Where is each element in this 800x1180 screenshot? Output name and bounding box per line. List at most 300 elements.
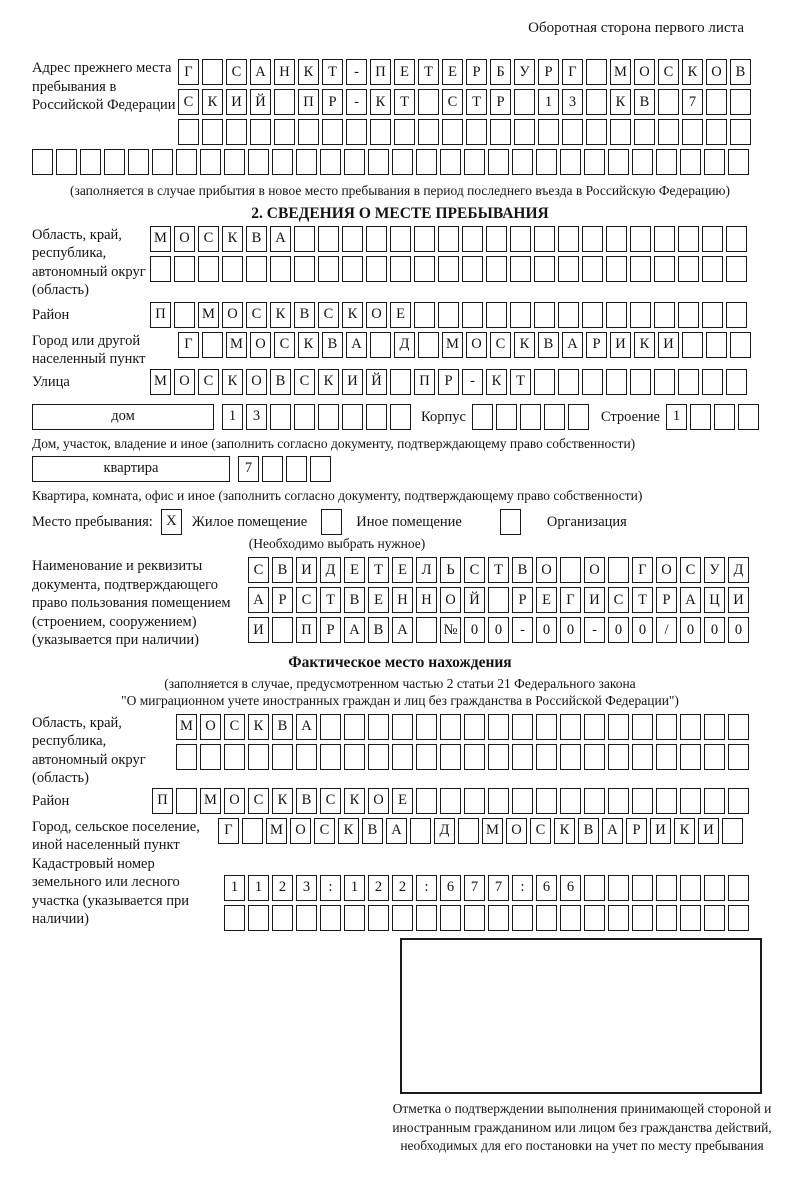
char-cell[interactable]: П xyxy=(370,59,391,85)
char-cell[interactable]: К xyxy=(370,89,391,115)
char-cell[interactable]: 0 xyxy=(488,617,509,643)
char-cell[interactable] xyxy=(558,302,579,328)
char-cell[interactable]: М xyxy=(176,714,197,740)
char-cell[interactable] xyxy=(730,332,751,358)
char-cell[interactable] xyxy=(414,226,435,252)
char-cell[interactable] xyxy=(568,404,589,430)
char-cell[interactable]: С xyxy=(198,369,219,395)
char-cell[interactable]: И xyxy=(650,818,671,844)
char-cell[interactable]: О xyxy=(706,59,727,85)
char-cell[interactable]: К xyxy=(318,369,339,395)
char-cell[interactable] xyxy=(344,905,365,931)
char-cell[interactable] xyxy=(462,226,483,252)
char-cell[interactable]: О xyxy=(366,302,387,328)
char-cell[interactable] xyxy=(726,302,747,328)
char-cell[interactable] xyxy=(440,905,461,931)
char-cell[interactable] xyxy=(128,149,149,175)
char-cell[interactable] xyxy=(728,744,749,770)
char-cell[interactable]: О xyxy=(222,302,243,328)
char-cell[interactable]: Т xyxy=(368,557,389,583)
char-cell[interactable]: О xyxy=(200,714,221,740)
char-cell[interactable] xyxy=(464,714,485,740)
char-cell[interactable] xyxy=(104,149,125,175)
char-cell[interactable] xyxy=(714,404,735,430)
char-cell[interactable] xyxy=(632,744,653,770)
char-cell[interactable] xyxy=(56,149,77,175)
char-cell[interactable]: И xyxy=(296,557,317,583)
char-cell[interactable] xyxy=(414,256,435,282)
char-cell[interactable]: К xyxy=(222,226,243,252)
char-cell[interactable] xyxy=(728,788,749,814)
char-cell[interactable]: В xyxy=(730,59,751,85)
char-cell[interactable]: 1 xyxy=(222,404,243,430)
char-cell[interactable] xyxy=(272,617,293,643)
char-cell[interactable] xyxy=(440,714,461,740)
char-cell[interactable]: Г xyxy=(632,557,653,583)
char-cell[interactable] xyxy=(584,149,605,175)
char-cell[interactable]: С xyxy=(530,818,551,844)
char-cell[interactable] xyxy=(176,788,197,814)
char-cell[interactable] xyxy=(392,714,413,740)
char-cell[interactable]: С xyxy=(442,89,463,115)
char-cell[interactable]: М xyxy=(226,332,247,358)
char-cell[interactable] xyxy=(582,369,603,395)
char-cell[interactable]: - xyxy=(584,617,605,643)
char-cell[interactable]: 2 xyxy=(368,875,389,901)
char-cell[interactable]: А xyxy=(602,818,623,844)
char-cell[interactable]: П xyxy=(298,89,319,115)
char-cell[interactable]: И xyxy=(584,587,605,613)
char-cell[interactable] xyxy=(490,119,511,145)
char-cell[interactable] xyxy=(242,818,263,844)
char-cell[interactable] xyxy=(608,714,629,740)
char-cell[interactable] xyxy=(344,149,365,175)
char-cell[interactable] xyxy=(726,256,747,282)
char-cell[interactable]: 7 xyxy=(488,875,509,901)
char-cell[interactable]: М xyxy=(610,59,631,85)
char-cell[interactable]: А xyxy=(248,587,269,613)
char-cell[interactable] xyxy=(370,332,391,358)
char-cell[interactable] xyxy=(438,256,459,282)
char-cell[interactable]: Й xyxy=(250,89,271,115)
char-cell[interactable]: В xyxy=(246,226,267,252)
char-cell[interactable]: С xyxy=(274,332,295,358)
char-cell[interactable] xyxy=(416,714,437,740)
char-cell[interactable] xyxy=(704,149,725,175)
char-cell[interactable]: П xyxy=(296,617,317,643)
char-cell[interactable] xyxy=(702,256,723,282)
char-cell[interactable] xyxy=(416,905,437,931)
char-cell[interactable]: 0 xyxy=(680,617,701,643)
char-cell[interactable]: 7 xyxy=(238,456,259,482)
char-cell[interactable] xyxy=(608,875,629,901)
char-cell[interactable] xyxy=(630,302,651,328)
char-cell[interactable] xyxy=(200,149,221,175)
char-cell[interactable] xyxy=(560,744,581,770)
char-cell[interactable]: К xyxy=(634,332,655,358)
char-cell[interactable]: 7 xyxy=(464,875,485,901)
char-cell[interactable] xyxy=(488,905,509,931)
char-cell[interactable]: Р xyxy=(490,89,511,115)
char-cell[interactable]: В xyxy=(344,587,365,613)
char-cell[interactable]: И xyxy=(728,587,749,613)
char-cell[interactable] xyxy=(536,149,557,175)
char-cell[interactable]: О xyxy=(368,788,389,814)
char-cell[interactable]: Д xyxy=(434,818,455,844)
char-cell[interactable]: К xyxy=(344,788,365,814)
char-cell[interactable] xyxy=(656,149,677,175)
char-cell[interactable] xyxy=(726,369,747,395)
checkbox-inoe[interactable] xyxy=(321,509,342,535)
char-cell[interactable] xyxy=(728,714,749,740)
char-cell[interactable] xyxy=(270,256,291,282)
char-cell[interactable] xyxy=(178,119,199,145)
char-cell[interactable]: Р xyxy=(626,818,647,844)
char-cell[interactable] xyxy=(272,744,293,770)
char-cell[interactable]: 3 xyxy=(296,875,317,901)
char-cell[interactable]: С xyxy=(318,302,339,328)
char-cell[interactable]: Т xyxy=(466,89,487,115)
char-cell[interactable] xyxy=(702,302,723,328)
char-cell[interactable] xyxy=(458,818,479,844)
char-cell[interactable] xyxy=(272,905,293,931)
char-cell[interactable]: К xyxy=(270,302,291,328)
char-cell[interactable] xyxy=(632,788,653,814)
char-cell[interactable] xyxy=(286,456,307,482)
char-cell[interactable] xyxy=(416,617,437,643)
char-cell[interactable]: Г xyxy=(218,818,239,844)
char-cell[interactable]: Р xyxy=(272,587,293,613)
char-cell[interactable] xyxy=(320,905,341,931)
char-cell[interactable] xyxy=(536,744,557,770)
char-cell[interactable] xyxy=(606,302,627,328)
char-cell[interactable]: 0 xyxy=(536,617,557,643)
char-cell[interactable]: А xyxy=(562,332,583,358)
char-cell[interactable] xyxy=(680,875,701,901)
char-cell[interactable] xyxy=(366,226,387,252)
char-cell[interactable]: 2 xyxy=(272,875,293,901)
char-cell[interactable] xyxy=(534,369,555,395)
char-cell[interactable] xyxy=(562,119,583,145)
char-cell[interactable]: О xyxy=(224,788,245,814)
char-cell[interactable] xyxy=(678,369,699,395)
char-cell[interactable]: С xyxy=(464,557,485,583)
char-cell[interactable] xyxy=(560,905,581,931)
char-cell[interactable] xyxy=(702,369,723,395)
char-cell[interactable] xyxy=(390,226,411,252)
char-cell[interactable]: К xyxy=(222,369,243,395)
char-cell[interactable] xyxy=(558,369,579,395)
char-cell[interactable] xyxy=(702,226,723,252)
char-cell[interactable]: И xyxy=(698,818,719,844)
char-cell[interactable]: Е xyxy=(536,587,557,613)
char-cell[interactable]: О xyxy=(656,557,677,583)
char-cell[interactable]: Д xyxy=(394,332,415,358)
char-cell[interactable] xyxy=(728,149,749,175)
char-cell[interactable]: 6 xyxy=(536,875,557,901)
char-cell[interactable]: К xyxy=(682,59,703,85)
char-cell[interactable]: Д xyxy=(320,557,341,583)
char-cell[interactable]: 0 xyxy=(464,617,485,643)
char-cell[interactable] xyxy=(656,788,677,814)
char-cell[interactable] xyxy=(514,89,535,115)
char-cell[interactable]: А xyxy=(346,332,367,358)
char-cell[interactable] xyxy=(584,788,605,814)
char-cell[interactable] xyxy=(630,369,651,395)
char-cell[interactable]: / xyxy=(656,617,677,643)
char-cell[interactable] xyxy=(606,226,627,252)
char-cell[interactable] xyxy=(488,587,509,613)
char-cell[interactable] xyxy=(440,788,461,814)
char-cell[interactable]: И xyxy=(248,617,269,643)
char-cell[interactable]: 0 xyxy=(560,617,581,643)
char-cell[interactable] xyxy=(512,788,533,814)
char-cell[interactable] xyxy=(704,788,725,814)
char-cell[interactable] xyxy=(608,149,629,175)
char-cell[interactable]: Л xyxy=(416,557,437,583)
char-cell[interactable] xyxy=(438,226,459,252)
char-cell[interactable]: Н xyxy=(392,587,413,613)
char-cell[interactable] xyxy=(722,818,743,844)
char-cell[interactable] xyxy=(654,226,675,252)
char-cell[interactable] xyxy=(560,557,581,583)
char-cell[interactable] xyxy=(680,714,701,740)
char-cell[interactable] xyxy=(514,119,535,145)
char-cell[interactable]: К xyxy=(298,332,319,358)
char-cell[interactable]: А xyxy=(344,617,365,643)
char-cell[interactable]: 1 xyxy=(666,404,687,430)
char-cell[interactable]: 1 xyxy=(344,875,365,901)
char-cell[interactable] xyxy=(418,332,439,358)
char-cell[interactable] xyxy=(560,714,581,740)
char-cell[interactable]: Р xyxy=(466,59,487,85)
char-cell[interactable]: Е xyxy=(368,587,389,613)
char-cell[interactable]: С xyxy=(224,714,245,740)
char-cell[interactable] xyxy=(488,149,509,175)
char-cell[interactable] xyxy=(536,905,557,931)
char-cell[interactable]: С xyxy=(246,302,267,328)
char-cell[interactable]: К xyxy=(338,818,359,844)
char-cell[interactable] xyxy=(486,256,507,282)
checkbox-zhiloe[interactable]: X xyxy=(161,509,182,535)
char-cell[interactable]: Й xyxy=(366,369,387,395)
char-cell[interactable]: С xyxy=(248,557,269,583)
char-cell[interactable] xyxy=(342,226,363,252)
char-cell[interactable]: В xyxy=(538,332,559,358)
char-cell[interactable] xyxy=(150,256,171,282)
char-cell[interactable] xyxy=(558,256,579,282)
char-cell[interactable] xyxy=(512,149,533,175)
char-cell[interactable] xyxy=(706,332,727,358)
char-cell[interactable] xyxy=(442,119,463,145)
char-cell[interactable] xyxy=(584,905,605,931)
char-cell[interactable] xyxy=(224,149,245,175)
char-cell[interactable]: А xyxy=(386,818,407,844)
char-cell[interactable]: 6 xyxy=(560,875,581,901)
char-cell[interactable]: П xyxy=(414,369,435,395)
char-cell[interactable] xyxy=(440,744,461,770)
char-cell[interactable] xyxy=(466,119,487,145)
char-cell[interactable] xyxy=(510,302,531,328)
char-cell[interactable] xyxy=(414,302,435,328)
char-cell[interactable] xyxy=(270,404,291,430)
char-cell[interactable] xyxy=(606,369,627,395)
char-cell[interactable]: Ь xyxy=(440,557,461,583)
char-cell[interactable] xyxy=(536,714,557,740)
char-cell[interactable]: А xyxy=(392,617,413,643)
char-cell[interactable]: Т xyxy=(632,587,653,613)
char-cell[interactable] xyxy=(176,149,197,175)
char-cell[interactable]: А xyxy=(680,587,701,613)
char-cell[interactable]: С xyxy=(294,369,315,395)
char-cell[interactable] xyxy=(320,149,341,175)
char-cell[interactable] xyxy=(296,905,317,931)
char-cell[interactable] xyxy=(318,256,339,282)
char-cell[interactable]: К xyxy=(554,818,575,844)
char-cell[interactable]: А xyxy=(250,59,271,85)
char-cell[interactable] xyxy=(560,788,581,814)
char-cell[interactable]: - xyxy=(462,369,483,395)
char-cell[interactable] xyxy=(496,404,517,430)
char-cell[interactable] xyxy=(654,369,675,395)
char-cell[interactable]: 1 xyxy=(248,875,269,901)
char-cell[interactable]: Р xyxy=(656,587,677,613)
char-cell[interactable] xyxy=(342,256,363,282)
char-cell[interactable]: Р xyxy=(438,369,459,395)
char-cell[interactable] xyxy=(510,226,531,252)
char-cell[interactable]: С xyxy=(608,587,629,613)
char-cell[interactable] xyxy=(368,905,389,931)
char-cell[interactable] xyxy=(654,256,675,282)
char-cell[interactable] xyxy=(586,59,607,85)
char-cell[interactable]: И xyxy=(226,89,247,115)
char-cell[interactable] xyxy=(294,256,315,282)
char-cell[interactable] xyxy=(656,875,677,901)
char-cell[interactable] xyxy=(706,89,727,115)
char-cell[interactable]: Е xyxy=(392,557,413,583)
char-cell[interactable] xyxy=(680,905,701,931)
char-cell[interactable] xyxy=(558,226,579,252)
char-cell[interactable]: К xyxy=(202,89,223,115)
char-cell[interactable] xyxy=(630,226,651,252)
char-cell[interactable] xyxy=(632,905,653,931)
char-cell[interactable] xyxy=(200,744,221,770)
char-cell[interactable]: О xyxy=(634,59,655,85)
char-cell[interactable] xyxy=(706,119,727,145)
char-cell[interactable]: : xyxy=(320,875,341,901)
char-cell[interactable] xyxy=(728,875,749,901)
char-cell[interactable] xyxy=(534,256,555,282)
char-cell[interactable]: О xyxy=(246,369,267,395)
char-cell[interactable] xyxy=(534,226,555,252)
char-cell[interactable] xyxy=(586,89,607,115)
char-cell[interactable] xyxy=(416,744,437,770)
char-cell[interactable]: 7 xyxy=(682,89,703,115)
char-cell[interactable] xyxy=(690,404,711,430)
char-cell[interactable] xyxy=(322,119,343,145)
char-cell[interactable] xyxy=(250,119,271,145)
char-cell[interactable]: Т xyxy=(418,59,439,85)
char-cell[interactable] xyxy=(678,302,699,328)
char-cell[interactable]: О xyxy=(440,587,461,613)
char-cell[interactable] xyxy=(294,404,315,430)
char-cell[interactable] xyxy=(462,256,483,282)
char-cell[interactable] xyxy=(32,149,53,175)
char-cell[interactable] xyxy=(512,714,533,740)
char-cell[interactable] xyxy=(738,404,759,430)
char-cell[interactable] xyxy=(174,256,195,282)
char-cell[interactable] xyxy=(152,149,173,175)
char-cell[interactable] xyxy=(656,714,677,740)
char-cell[interactable]: Т xyxy=(510,369,531,395)
char-cell[interactable] xyxy=(318,226,339,252)
char-cell[interactable]: Д xyxy=(728,557,749,583)
char-cell[interactable] xyxy=(298,119,319,145)
char-cell[interactable]: К xyxy=(342,302,363,328)
char-cell[interactable] xyxy=(536,788,557,814)
char-cell[interactable]: И xyxy=(610,332,631,358)
char-cell[interactable] xyxy=(678,256,699,282)
char-cell[interactable] xyxy=(394,119,415,145)
char-cell[interactable]: В xyxy=(634,89,655,115)
char-cell[interactable]: М xyxy=(442,332,463,358)
char-cell[interactable]: 0 xyxy=(608,617,629,643)
char-cell[interactable] xyxy=(274,89,295,115)
char-cell[interactable] xyxy=(584,714,605,740)
char-cell[interactable]: - xyxy=(346,59,367,85)
char-cell[interactable]: В xyxy=(272,714,293,740)
char-cell[interactable]: М xyxy=(198,302,219,328)
char-cell[interactable]: К xyxy=(298,59,319,85)
char-cell[interactable] xyxy=(586,119,607,145)
char-cell[interactable] xyxy=(418,119,439,145)
char-cell[interactable]: Е xyxy=(442,59,463,85)
char-cell[interactable] xyxy=(680,788,701,814)
char-cell[interactable]: М xyxy=(150,369,171,395)
char-cell[interactable] xyxy=(520,404,541,430)
char-cell[interactable] xyxy=(246,256,267,282)
char-cell[interactable]: С xyxy=(178,89,199,115)
char-cell[interactable]: О xyxy=(536,557,557,583)
char-cell[interactable] xyxy=(224,744,245,770)
char-cell[interactable] xyxy=(658,119,679,145)
char-cell[interactable]: В xyxy=(272,557,293,583)
char-cell[interactable] xyxy=(310,456,331,482)
char-cell[interactable] xyxy=(202,59,223,85)
char-cell[interactable]: Ц xyxy=(704,587,725,613)
char-cell[interactable] xyxy=(634,119,655,145)
char-cell[interactable] xyxy=(198,256,219,282)
char-cell[interactable]: Н xyxy=(416,587,437,613)
char-cell[interactable]: В xyxy=(294,302,315,328)
char-cell[interactable] xyxy=(512,744,533,770)
char-cell[interactable] xyxy=(344,744,365,770)
char-cell[interactable]: В xyxy=(512,557,533,583)
char-cell[interactable]: К xyxy=(514,332,535,358)
char-cell[interactable] xyxy=(410,818,431,844)
char-cell[interactable] xyxy=(682,332,703,358)
char-cell[interactable] xyxy=(584,875,605,901)
char-cell[interactable] xyxy=(296,744,317,770)
char-cell[interactable] xyxy=(320,714,341,740)
char-cell[interactable]: С xyxy=(658,59,679,85)
char-cell[interactable]: В xyxy=(362,818,383,844)
char-cell[interactable] xyxy=(366,404,387,430)
char-cell[interactable] xyxy=(368,149,389,175)
char-cell[interactable]: К xyxy=(610,89,631,115)
char-cell[interactable] xyxy=(632,875,653,901)
char-cell[interactable] xyxy=(262,456,283,482)
